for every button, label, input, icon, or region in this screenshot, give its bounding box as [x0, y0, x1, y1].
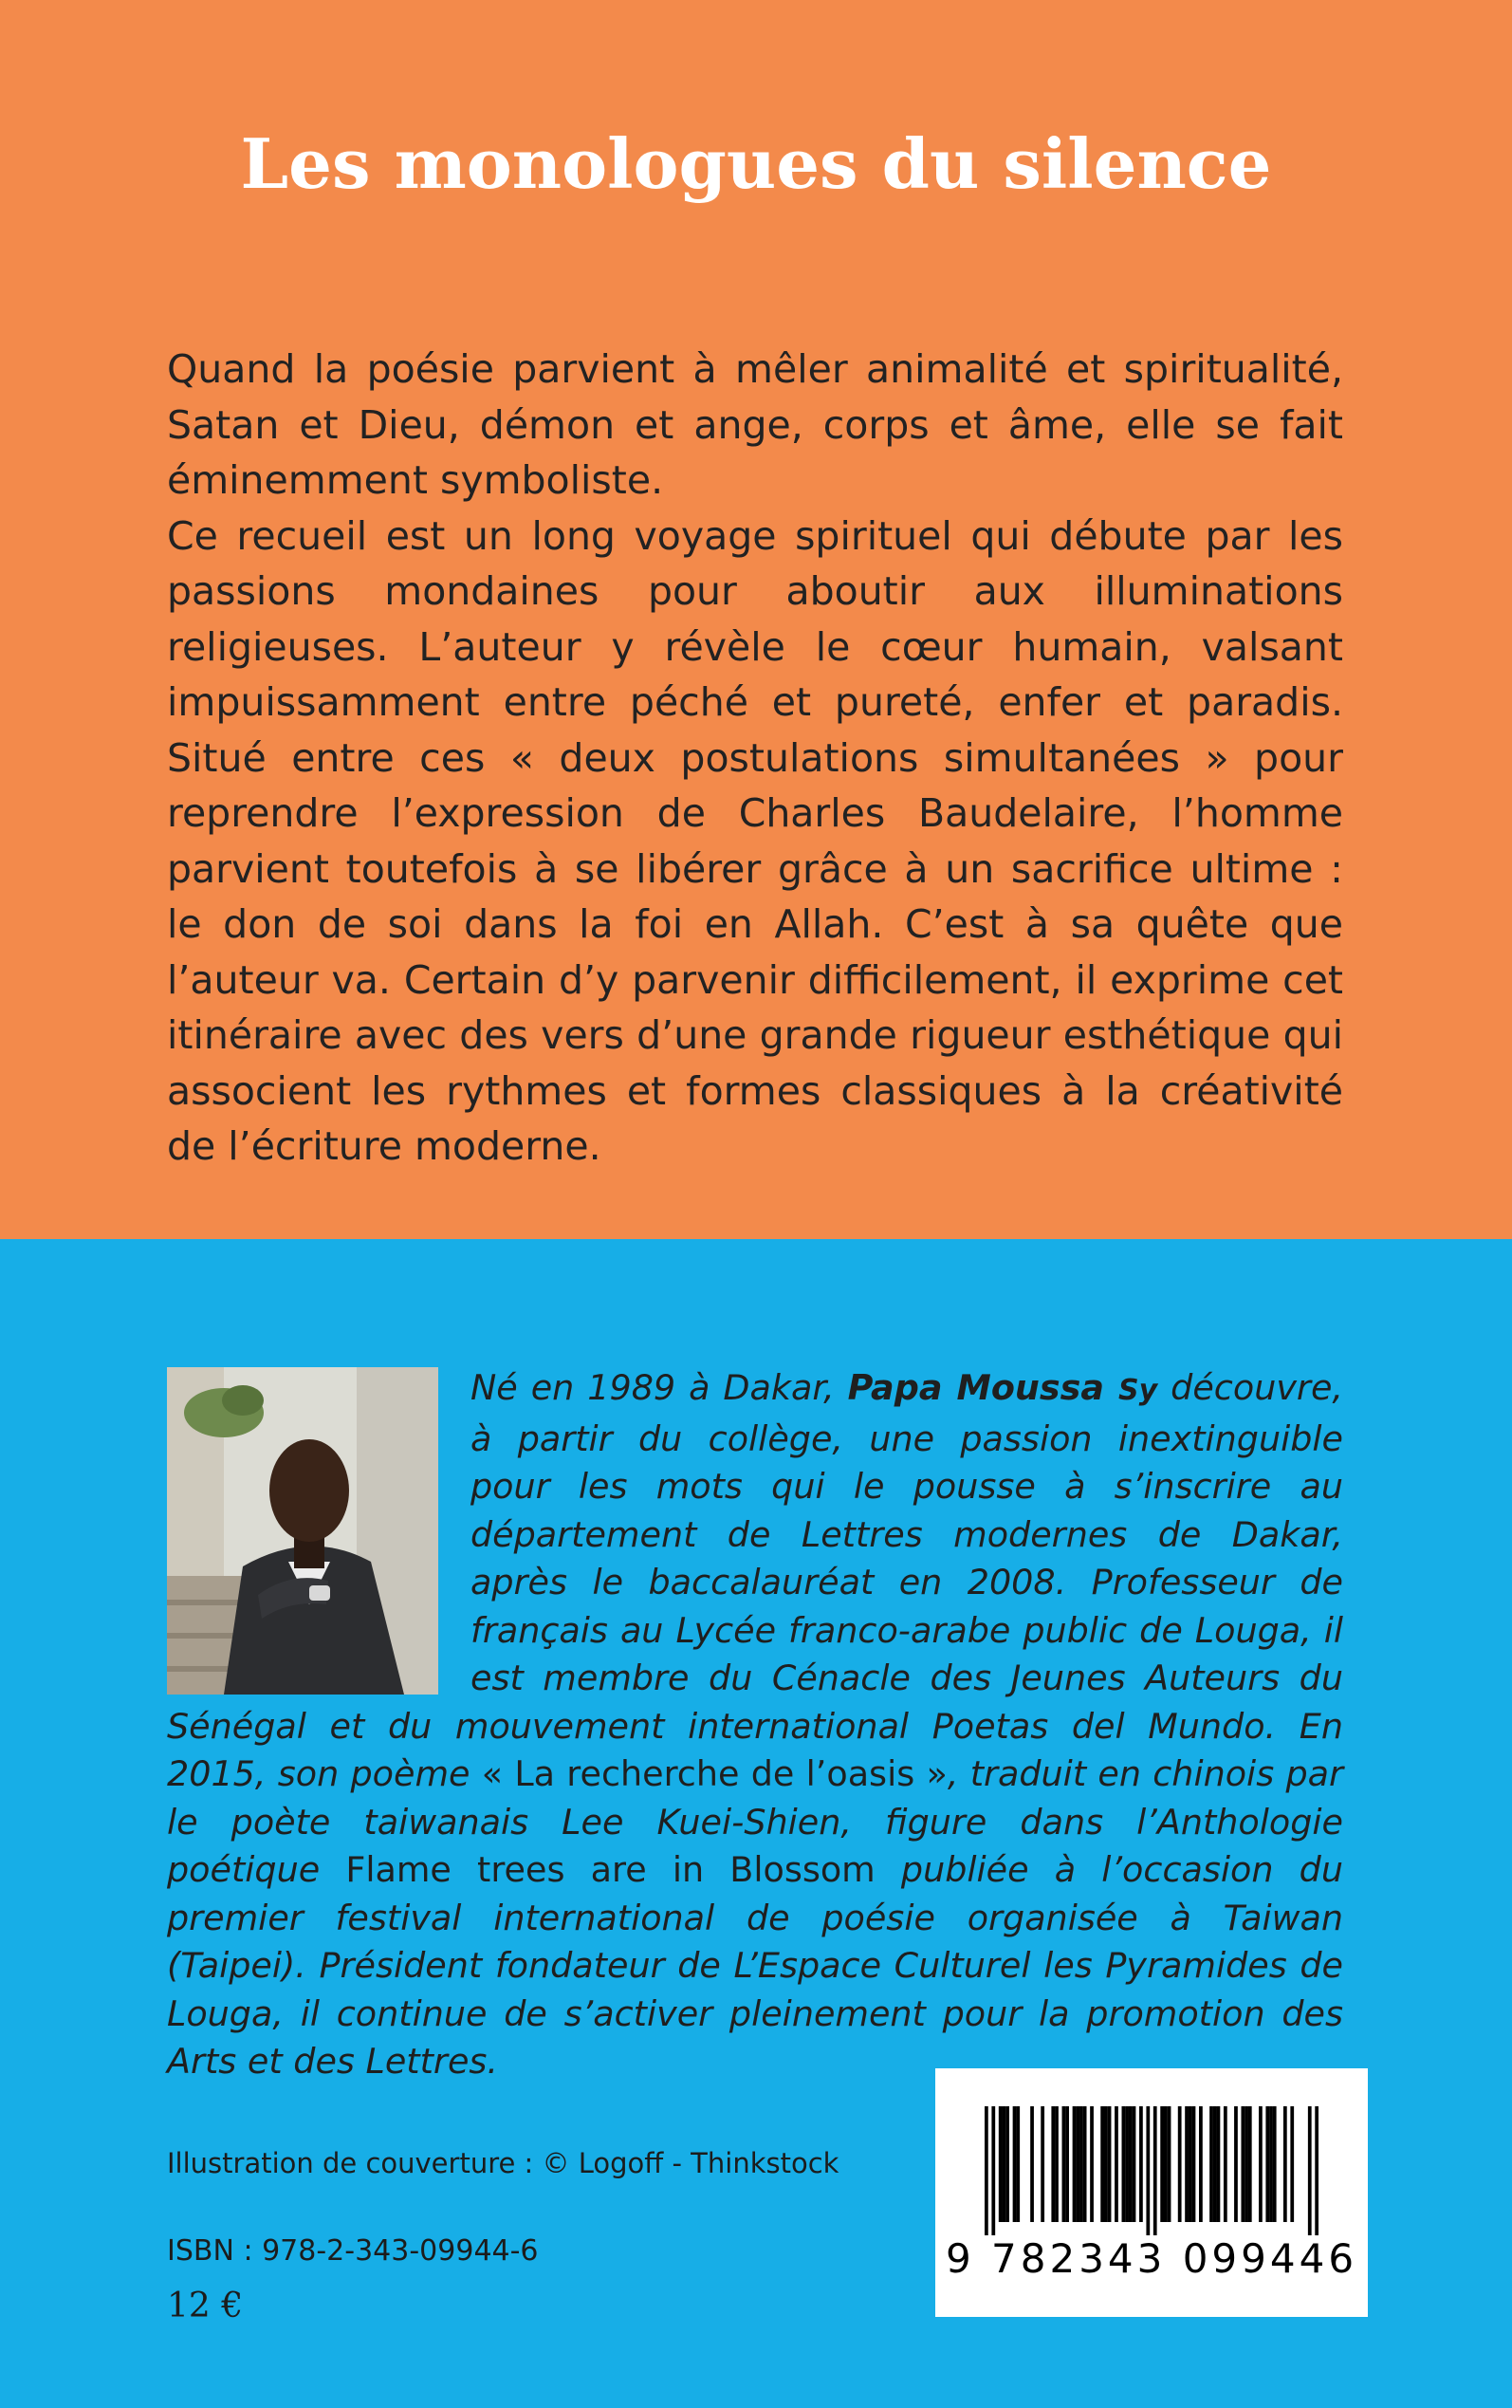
barcode-bar: [1315, 2106, 1318, 2235]
barcode-bar: [1269, 2106, 1273, 2222]
author-biography: [167, 1364, 1343, 2086]
barcode-bar: [1062, 2106, 1066, 2222]
barcode-bar: [1178, 2106, 1182, 2222]
barcode-bar: [1108, 2106, 1112, 2222]
barcode-bar: [1005, 2106, 1009, 2222]
isbn: ISBN : 978-2-343-09944-6: [167, 2234, 539, 2268]
bio-intro: Né en 1989 à Dakar,: [470, 1367, 848, 1408]
photo-spacer: [167, 1364, 470, 1692]
barcode-bar: [991, 2106, 995, 2235]
barcode-bar: [985, 2106, 988, 2235]
barcode-bar: [1090, 2106, 1094, 2222]
barcode-bar: [1164, 2106, 1168, 2222]
barcode-bar: [1283, 2106, 1287, 2222]
bio-part-3: publiée à l’occasion du premier festival international de poésie organisée à Taiwan (Taipei). Président fondateur de L’Espace Culturel les Pyramides de Louga, il continue de s’activer pleinement pour la promotion des Arts et des Lettres.: [167, 1849, 1343, 2082]
barcode-bar: [1290, 2106, 1294, 2222]
author-name-surname: Sy: [1118, 1374, 1158, 1407]
cover-illustration-credit: Illustration de couverture : © Logoff - Thinkstock: [167, 2147, 839, 2179]
barcode-bar: [1100, 2106, 1104, 2222]
barcode-bar: [1055, 2106, 1059, 2222]
barcode-bar: [1273, 2106, 1277, 2222]
barcode-bar: [1065, 2106, 1069, 2222]
barcode-bar: [1153, 2106, 1157, 2235]
barcode-bar: [1104, 2106, 1108, 2222]
barcode-bar: [1241, 2106, 1245, 2222]
anthology-title: Flame trees are in Blossom: [345, 1849, 876, 1890]
barcode-bar: [1083, 2106, 1087, 2222]
barcode-bar: [1259, 2106, 1263, 2222]
barcode-bar: [1016, 2106, 1020, 2222]
barcode-bar: [1168, 2106, 1171, 2222]
price: 12 €: [167, 2287, 244, 2325]
barcode-bar: [1209, 2106, 1213, 2222]
author-name: [848, 1367, 1158, 1408]
barcode-bar: [1041, 2106, 1044, 2222]
blurb-paragraph-1: Quand la poésie parvient à mêler animalité et spiritualité, Satan et Dieu, démon et ange, corps et âme, elle se fait éminemment symboliste.: [167, 346, 1343, 503]
bio-part-1: découvre, à partir du collège, une passion inextinguible pour les mots qui le pousse à s’inscrire au département de Lettres modernes de Dakar, après le baccalauréat en 2008. Professeur de français au Lycée franco-arabe public de Louga, il est membre du Cénacle des Jeunes Auteurs du Sénégal et du mouvement international Poetas del Mundo. En 2015, son poème: [167, 1367, 1343, 1794]
barcode-bar: [1139, 2106, 1143, 2222]
barcode-bar: [1133, 2106, 1136, 2222]
barcode-bars: [985, 2106, 1318, 2235]
barcode-bar: [1217, 2106, 1221, 2222]
barcode-bar: [1245, 2106, 1248, 2222]
bio-part-2: , traduit en chinois par le poète taiwanais Lee Kuei-Shien, figure dans l’Anthologie poétique: [167, 1753, 1344, 1890]
barcode-bar: [1129, 2106, 1133, 2222]
barcode-bar: [1013, 2106, 1017, 2222]
barcode-bar: [1185, 2106, 1189, 2222]
barcode-bar: [999, 2106, 1003, 2222]
back-cover-blurb: [167, 342, 1343, 1175]
barcode-bar: [1115, 2106, 1118, 2222]
barcode-bar: [1189, 2106, 1192, 2222]
barcode: [935, 2068, 1368, 2317]
barcode-bar: [1146, 2106, 1150, 2235]
barcode-bar: [1248, 2106, 1252, 2222]
barcode-bar: [1265, 2106, 1269, 2222]
barcode-bar: [1192, 2106, 1196, 2222]
barcode-bar: [1234, 2106, 1238, 2222]
barcode-bar: [1224, 2106, 1227, 2222]
author-name-main: Papa Moussa: [847, 1367, 1119, 1408]
barcode-bar: [1030, 2106, 1034, 2222]
barcode-bar: [1160, 2106, 1164, 2222]
barcode-bar: [1308, 2106, 1312, 2235]
barcode-bar: [1079, 2106, 1083, 2222]
poem-title: « La recherche de l’oasis »: [481, 1753, 948, 1794]
barcode-bar: [1003, 2106, 1006, 2222]
barcode-digits: 9 782343 099446: [945, 2235, 1358, 2282]
barcode-bar: [1051, 2106, 1055, 2222]
barcode-bar: [1125, 2106, 1129, 2222]
blurb-paragraph-2: Ce recueil est un long voyage spirituel qui débute par les passions mondaines pour aboutir aux illuminations religieuses. L’auteur y révèle le cœur humain, valsant impuissamment entre péché et pureté, enfer et paradis. Situé entre ces « deux postulations simultanées » pour reprendre l’expression de Charles Baudelaire, l’homme parvient toutefois à se libérer grâce à un sacrifice ultime : le don de soi dans la foi en Allah. C’est à sa quête que l’auteur va. Certain d’y parvenir difficilement, il exprime cet itinéraire avec des vers d’une grande rigueur esthétique qui associent les rythmes et formes classiques à la créativité de l’écriture moderne.: [167, 512, 1343, 1169]
barcode-bar: [1073, 2106, 1077, 2222]
book-title: Les monologues du silence: [240, 123, 1272, 204]
barcode-bar: [1122, 2106, 1126, 2222]
barcode-bar: [1076, 2106, 1079, 2222]
barcode-bar: [1213, 2106, 1217, 2222]
barcode-bar: [1199, 2106, 1203, 2222]
